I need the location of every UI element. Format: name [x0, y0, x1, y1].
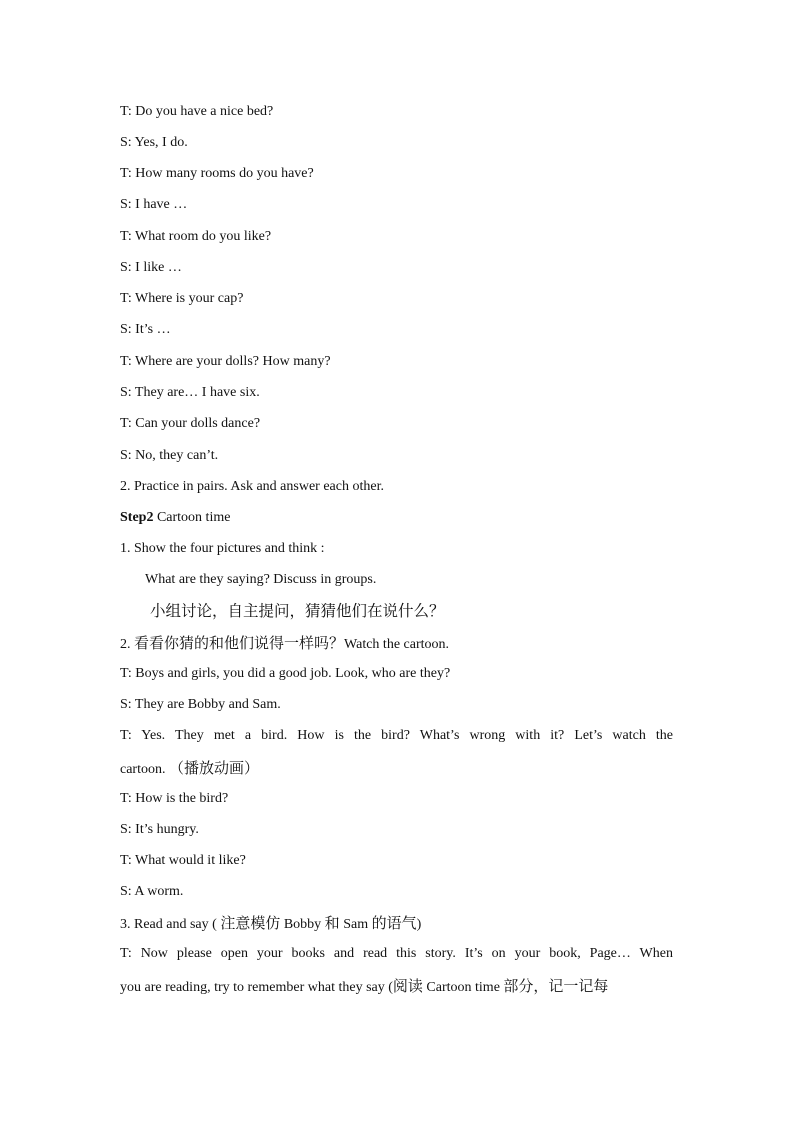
- dialog-line: S: No, they can’t.: [120, 448, 219, 463]
- dialog-line: T: Boys and girls, you did a good job. Look, who are they?: [120, 666, 451, 681]
- dialog-line: S: I like …: [120, 260, 182, 275]
- text-en: Cartoon time: [422, 980, 504, 995]
- text-zh: （播放动画）: [168, 759, 259, 777]
- text-en: Bobby: [280, 917, 325, 932]
- dialog-line: S: It’s hungry.: [120, 822, 199, 837]
- task-1-chinese-note: 小组讨论，自主提问，猜猜他们在说什么？: [150, 602, 445, 620]
- step2-heading: [120, 509, 680, 527]
- dialog-line: T: What would it like?: [120, 853, 246, 868]
- step-label: Step2: [120, 510, 154, 525]
- task-3-heading: [120, 914, 680, 934]
- task-number: 2.: [120, 637, 134, 652]
- text-zh: 部分，记一记每: [503, 977, 609, 995]
- text-en: 3. Read and say (: [120, 917, 221, 932]
- step-title: Cartoon time: [153, 510, 231, 525]
- dialog-line: T: Where is your cap?: [120, 291, 244, 306]
- paragraph-line: T: Yes. They met a bird. How is the bird? What’s wrong with it? Let’s watch the: [120, 728, 673, 743]
- text-zh: 阅读: [392, 977, 423, 995]
- dialog-line: S: They are Bobby and Sam.: [120, 697, 281, 712]
- text-zh: 和: [324, 914, 340, 932]
- task-2-english: Watch the cartoon.: [344, 637, 450, 652]
- dialog-line: T: What room do you like?: [120, 229, 272, 244]
- paragraph-line: [120, 759, 680, 779]
- paragraph-line: [120, 977, 680, 997]
- paragraph-line: T: Now please open your books and read this story. It’s on your book, Page… When: [120, 946, 673, 961]
- text-en: cartoon.: [120, 762, 169, 777]
- dialog-line: T: How is the bird?: [120, 791, 229, 806]
- dialog-line: T: Can your dolls dance?: [120, 416, 261, 431]
- dialog-line: S: A worm.: [120, 884, 184, 899]
- dialog-line: S: It’s …: [120, 322, 171, 337]
- dialog-line: S: They are… I have six.: [120, 385, 260, 400]
- dialog-line: S: Yes, I do.: [120, 135, 188, 150]
- text-zh: 的语气: [371, 914, 417, 932]
- task-1-question: 1. Show the four pictures and think :: [120, 541, 325, 556]
- task-1-subquestion: What are they saying? Discuss in groups.: [145, 572, 377, 587]
- instruction-line: 2. Practice in pairs. Ask and answer each other.: [120, 479, 384, 494]
- task-2-chinese: 看看你猜的和他们说得一样吗？: [134, 634, 345, 652]
- dialog-line: T: How many rooms do you have?: [120, 166, 314, 181]
- text-en: ): [416, 917, 422, 932]
- text-en: you are reading, try to remember what they say (: [120, 980, 393, 995]
- dialog-line: S: I have …: [120, 197, 188, 212]
- text-zh: 注意模仿: [220, 914, 281, 932]
- dialog-line: T: Do you have a nice bed?: [120, 104, 274, 119]
- dialog-line: T: Where are your dolls? How many?: [120, 354, 331, 369]
- text-en: Sam: [339, 917, 372, 932]
- task-2-heading: [120, 634, 680, 654]
